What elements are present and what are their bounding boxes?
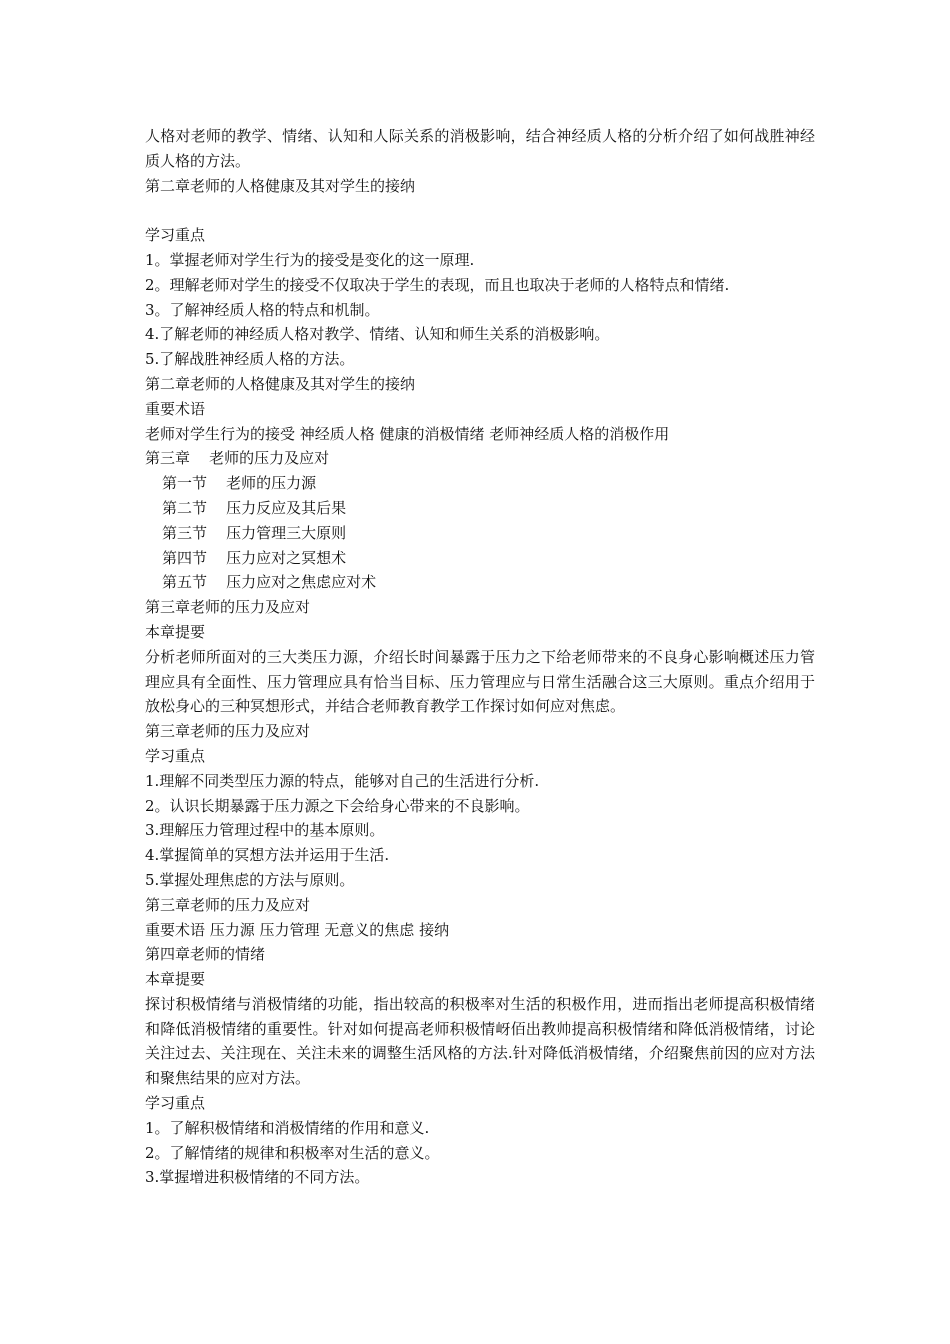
list-item: 4.了解老师的神经质人格对教学、情绪、认知和师生关系的消极影响。 [145,325,610,344]
chapter-3-heading: 第三章老师的压力及应对 [145,722,311,741]
list-item: 3。了解神经质人格的特点和机制。 [145,300,380,319]
list-item: 1。掌握老师对学生行为的接受是变化的这一原理. [145,250,475,269]
section-label-summary: 本章提要 [145,970,206,989]
toc-section-item: 第一节 老师的压力源 [162,474,317,493]
section-label-key-terms: 重要术语 [145,399,206,418]
chapter-4-heading: 第四章老师的情绪 [145,945,266,964]
list-item: 1。了解积极情绪和消极情绪的作用和意义. [145,1118,430,1137]
toc-section-item: 第五节 压力应对之焦虑应对术 [162,573,377,592]
section-label-study-focus: 学习重点 [145,746,206,765]
section-label-study-focus: 学习重点 [145,226,206,245]
key-terms-line: 重要术语 压力源 压力管理 无意义的焦虑 接纳 [145,920,450,939]
chapter-4-summary-paragraph: 探讨积极情绪与消极情绪的功能，指出较高的积极率对生活的积极作用，进而指出老师提高积极情绪和降低消极情绪的重要性。针对如何提高老师积极情岈佰出教帅提高积极情绪和降低消极情绪，讨论关注过去、关注现在、关注未来的调整生活风格的方法.针对降低消极情绪，介绍聚焦前因的应对方法和聚焦结果的应对方法。 [145,994,815,1088]
list-item: 5.掌握处理焦虑的方法与原则。 [145,870,355,889]
section-label-study-focus: 学习重点 [145,1094,206,1113]
list-item: 2。了解情绪的规律和积极率对生活的意义。 [145,1143,440,1162]
toc-section-item: 第四节 压力应对之冥想术 [162,548,347,567]
chapter-3-heading: 第三章老师的压力及应对 [145,598,311,617]
chapter-2-heading: 第二章老师的人格健康及其对学生的接纳 [145,176,416,195]
list-item: 3.掌握增进积极情绪的不同方法。 [145,1168,370,1187]
toc-section-item: 第三节 压力管理三大原则 [162,523,347,542]
section-label-summary: 本章提要 [145,622,206,641]
chapter-3-toc-heading: 第三章 老师的压力及应对 [145,449,330,468]
list-item: 2。理解老师对学生的接受不仅取决于学生的表现，而且也取决于老师的人格特点和情绪. [145,275,730,294]
chapter-2-heading-repeat: 第二章老师的人格健康及其对学生的接纳 [145,374,416,393]
chapter-3-summary-paragraph: 分析老师所面对的三大类压力源，介绍长时间暴露于压力之下给老师带来的不良身心影响概述压力管理应具有全面性、压力管理应具有恰当目标、压力管理应与日常生活融合这三大原则。重点介绍用于放松身心的三种冥想形式，并结合老师教育教学工作探讨如何应对焦虑。 [145,647,815,716]
chapter-3-heading: 第三章老师的压力及应对 [145,895,311,914]
list-item: 3.理解压力管理过程中的基本原则。 [145,821,385,840]
key-terms-list: 老师对学生行为的接受 神经质人格 健康的消极情绪 老师神经质人格的消极作用 [145,424,670,443]
list-item: 5.了解战胜神经质人格的方法。 [145,350,355,369]
intro-paragraph: 人格对老师的教学、情绪、认知和人际关系的消极影响，结合神经质人格的分析介绍了如何战胜神经质人格的方法。 [145,127,815,170]
blank-line [145,198,815,223]
list-item: 1.理解不同类型压力源的特点，能够对自己的生活进行分析. [145,771,540,790]
toc-section-item: 第二节 压力反应及其后果 [162,498,347,517]
list-item: 4.掌握简单的冥想方法并运用于生活. [145,846,390,865]
list-item: 2。认识长期暴露于压力源之下会给身心带来的不良影响。 [145,796,530,815]
document-body [145,124,815,1190]
